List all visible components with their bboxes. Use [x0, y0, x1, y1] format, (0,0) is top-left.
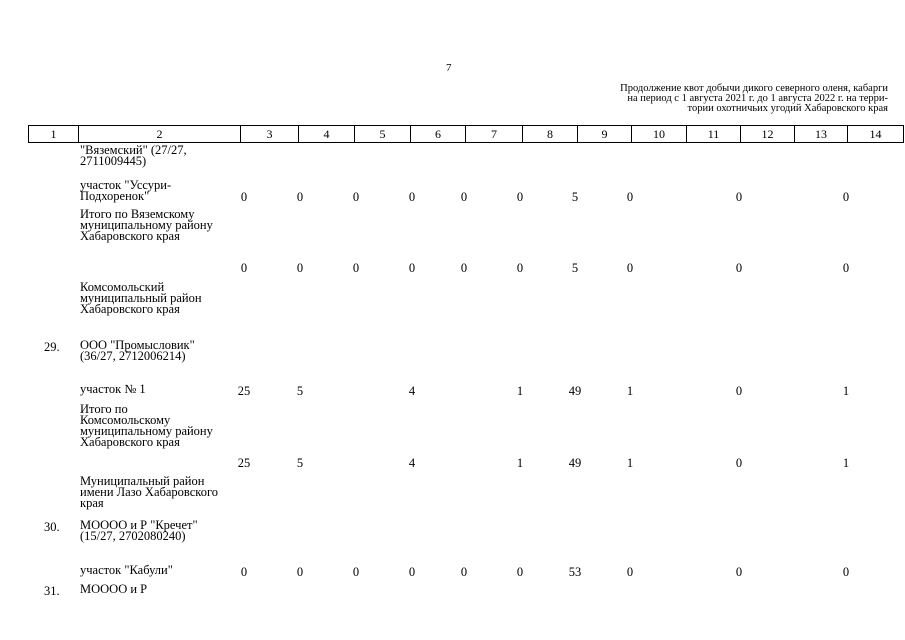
column-header: 13 — [795, 126, 848, 143]
cell-col12: 0 — [735, 384, 743, 398]
cell-col6: 0 — [408, 261, 416, 275]
cell-col7: 0 — [460, 190, 468, 204]
row-name: участок "Уссури-Подхоренок" — [80, 178, 172, 203]
cell-col14: 1 — [842, 384, 850, 398]
cell-col14: 1 — [842, 456, 850, 470]
cell-col12: 0 — [735, 261, 743, 275]
column-header: 12 — [741, 126, 795, 143]
row-name: "Вяземский" (27/27, 2711009445) — [80, 143, 187, 168]
cell-col12: 0 — [735, 565, 743, 579]
cell-col12: 0 — [735, 456, 743, 470]
row-number: 30. — [44, 520, 60, 534]
cell-col4: 5 — [296, 384, 304, 398]
cell-col6: 4 — [408, 384, 416, 398]
row-name: Комсомольский муниципальный район Хабаровского края — [80, 280, 202, 316]
cell-col9: 53 — [568, 565, 582, 579]
cell-col8: 0 — [516, 190, 524, 204]
cell-col9: 5 — [571, 190, 579, 204]
row-name: Итого по Комсомольскому муниципальному району Хабаровского края — [80, 402, 213, 449]
caption-line-2: на период с 1 августа 2021 г. до 1 августа 2022 г. на терри- — [627, 93, 888, 104]
cell-col5: 0 — [352, 261, 360, 275]
row-name: МООOO и Р "Кречет" (15/27, 2702080240) — [80, 518, 198, 543]
column-header: 2 — [79, 126, 241, 143]
column-header: 7 — [466, 126, 523, 143]
cell-col10: 1 — [626, 456, 634, 470]
column-header: 11 — [687, 126, 741, 143]
cell-col10: 0 — [626, 565, 634, 579]
row-name: Итого по Вяземскому муниципальному району Хабаровского края — [80, 207, 213, 243]
cell-col8: 1 — [516, 384, 524, 398]
cell-col10: 0 — [626, 190, 634, 204]
cell-col6: 0 — [408, 565, 416, 579]
cell-col9: 49 — [568, 384, 582, 398]
cell-col8: 0 — [516, 565, 524, 579]
column-header: 3 — [241, 126, 299, 143]
cell-col7: 0 — [460, 565, 468, 579]
cell-col5: 0 — [352, 565, 360, 579]
cell-col4: 0 — [296, 190, 304, 204]
cell-col10: 0 — [626, 261, 634, 275]
cell-col9: 49 — [568, 456, 582, 470]
cell-col14: 0 — [842, 565, 850, 579]
cell-col6: 0 — [408, 190, 416, 204]
caption-line-3: тории охотничьих угодий Хабаровского края — [687, 103, 888, 114]
cell-col3: 25 — [237, 456, 251, 470]
column-header: 14 — [848, 126, 904, 143]
column-header: 1 — [29, 126, 79, 143]
cell-col4: 0 — [296, 565, 304, 579]
page-number: 7 — [446, 62, 452, 74]
cell-col14: 0 — [842, 190, 850, 204]
row-number: 29. — [44, 340, 60, 354]
cell-col10: 1 — [626, 384, 634, 398]
row-name: участок № 1 — [80, 382, 146, 396]
cell-col3: 0 — [240, 565, 248, 579]
row-name: Муниципальный район имени Лазо Хабаровского края — [80, 474, 219, 510]
cell-col3: 0 — [240, 261, 248, 275]
row-name: ООО "Промысловик" (36/27, 2712006214) — [80, 338, 195, 363]
column-header: 10 — [632, 126, 687, 143]
cell-col6: 4 — [408, 456, 416, 470]
cell-col12: 0 — [735, 190, 743, 204]
row-name: участок "Кабули" — [80, 563, 173, 577]
column-header: 9 — [578, 126, 632, 143]
cell-col14: 0 — [842, 261, 850, 275]
caption-line-1: Продолжение квот добычи дикого северного оленя, кабарги — [620, 83, 888, 94]
cell-col3: 0 — [240, 190, 248, 204]
row-name: МООOO и Р — [80, 582, 148, 596]
cell-col8: 0 — [516, 261, 524, 275]
column-header: 4 — [299, 126, 355, 143]
cell-col4: 5 — [296, 456, 304, 470]
cell-col3: 25 — [237, 384, 251, 398]
row-number: 31. — [44, 584, 60, 598]
cell-col4: 0 — [296, 261, 304, 275]
column-header: 8 — [523, 126, 578, 143]
cell-col7: 0 — [460, 261, 468, 275]
column-header: 6 — [411, 126, 466, 143]
column-header: 5 — [355, 126, 411, 143]
cell-col5: 0 — [352, 190, 360, 204]
cell-col9: 5 — [571, 261, 579, 275]
cell-col8: 1 — [516, 456, 524, 470]
